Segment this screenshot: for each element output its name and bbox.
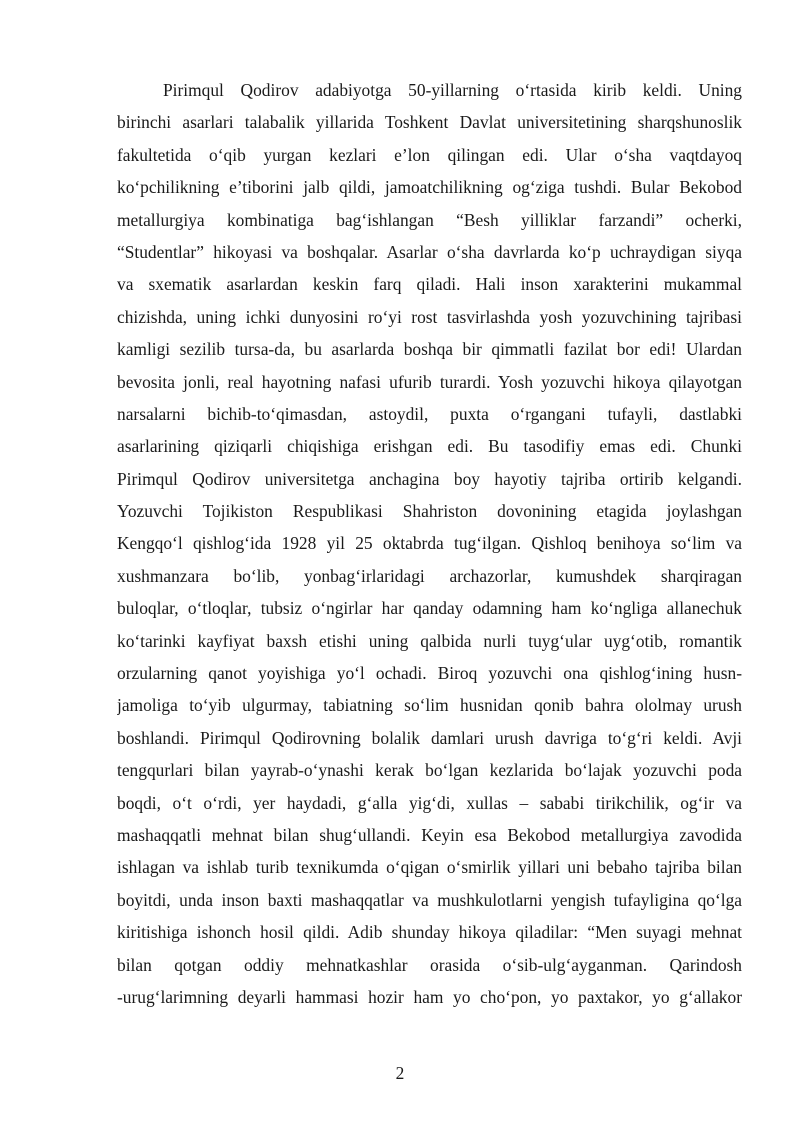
text-line: buloqlar, o‘tloqlar, tubsiz o‘ngirlar har qanday odamning ham ko‘ngliga allanechuk [117,598,742,619]
text-line: ko‘tarinki kayfiyat baxsh etishi uning qalbida nurli tuyg‘ular uyg‘otib, romantik [117,630,742,651]
text-line: jamoliga to‘yib ulgurmay, tabiatning so‘lim husnidan qonib bahra ololmay urush [117,695,742,716]
text-line: kiritishiga ishonch hosil qildi. Adib shunday hikoya qiladilar: “Men suyagi mehnat [117,922,742,943]
text-line: mashaqqatli mehnat bilan shug‘ullandi. Keyin esa Bekobod metallurgiya zavodida [117,824,742,845]
text-line: kamligi sezilib tursa-da, bu asarlarda boshqa bir qimmatli fazilat bor edi! Ulardan [117,339,742,360]
text-line: boyitdi, unda inson baxti mashaqqatlar va mushkulotlarni yengish tufayligina qo‘lga [117,889,742,910]
text-line: va sxematik asarlardan keskin farq qiladi. Hali inson xarakterini mukammal [117,274,742,295]
text-line: boqdi, o‘t o‘rdi, yer haydadi, g‘alla yig‘di, xullas – sababi tirikchilik, og‘ir va [117,792,742,813]
text-line: boshlandi. Pirimqul Qodirovning bolalik damlari urush davriga to‘g‘ri keldi. Avji [117,727,742,748]
text-line: -urug‘larimning deyarli hammasi hozir ham yo cho‘pon, yo paxtakor, yo g‘allakor [117,986,742,1007]
text-line: asarlarining qiziqarli chiqishiga erishgan edi. Bu tasodifiy emas edi. Chunki [117,436,742,457]
page-number: 2 [395,1063,405,1083]
text-line: birinchi asarlari talabalik yillarida Toshkent Davlat universitetining sharqshunoslik [117,112,742,133]
text-line: orzularning qanot yoyishiga yo‘l ochadi. Biroq yozuvchi ona qishlog‘ining husn- [117,663,742,684]
text-line: ishlagan va ishlab turib texnikumda o‘qigan o‘smirlik yillari uni bebaho tajriba bilan [117,857,742,878]
text-line: bilan qotgan oddiy mehnatkashlar orasida o‘sib-ulg‘ayganman. Qarindosh [117,954,742,975]
text-line: Yozuvchi Tojikiston Respublikasi Shahriston dovonining etagida joylashgan [117,501,742,522]
text-line: Pirimqul Qodirov adabiyotga 50-yillarning o‘rtasida kirib keldi. Uning [163,80,742,100]
text-line: narsalarni bichib-to‘qimasdan, astoydil, puxta o‘rgangani tufayli, dastlabki [117,403,742,424]
text-line: “Studentlar” hikoyasi va boshqalar. Asarlar o‘sha davrlarda ko‘p uchraydigan siyqa [117,241,742,262]
text-line: fakultetida o‘qib yurgan kezlari e’lon qilingan edi. Ular o‘sha vaqtdayoq [117,144,742,165]
text-line: ko‘pchilikning e’tiborini jalb qildi, jamoatchilikning og‘ziga tushdi. Bular Bekobod [117,177,742,198]
text-line: chizishda, uning ichki dunyosini ro‘yi rost tasvirlashda yosh yozuvchining tajribasi [117,306,742,327]
text-line: metallurgiya kombinatiga bag‘ishlangan “Besh yilliklar farzandi” ocherki, [117,209,742,230]
body-paragraph [117,74,742,1013]
text-line: bevosita jonli, real hayotning nafasi ufurib turardi. Yosh yozuvchi hikoya qilayotgan [117,371,742,392]
text-line: Kengqo‘l qishlog‘ida 1928 yil 25 oktabrda tug‘ilgan. Qishloq benihoya so‘lim va [117,533,742,554]
text-line: xushmanzara bo‘lib, yonbag‘irlaridagi archazorlar, kumushdek sharqiragan [117,565,742,586]
text-line: tengqurlari bilan yayrab-o‘ynashi kerak bo‘lgan kezlarida bo‘lajak yozuvchi poda [117,760,742,781]
text-line: Pirimqul Qodirov universitetga anchagina boy hayotiy tajriba ortirib kelgandi. [117,468,742,489]
